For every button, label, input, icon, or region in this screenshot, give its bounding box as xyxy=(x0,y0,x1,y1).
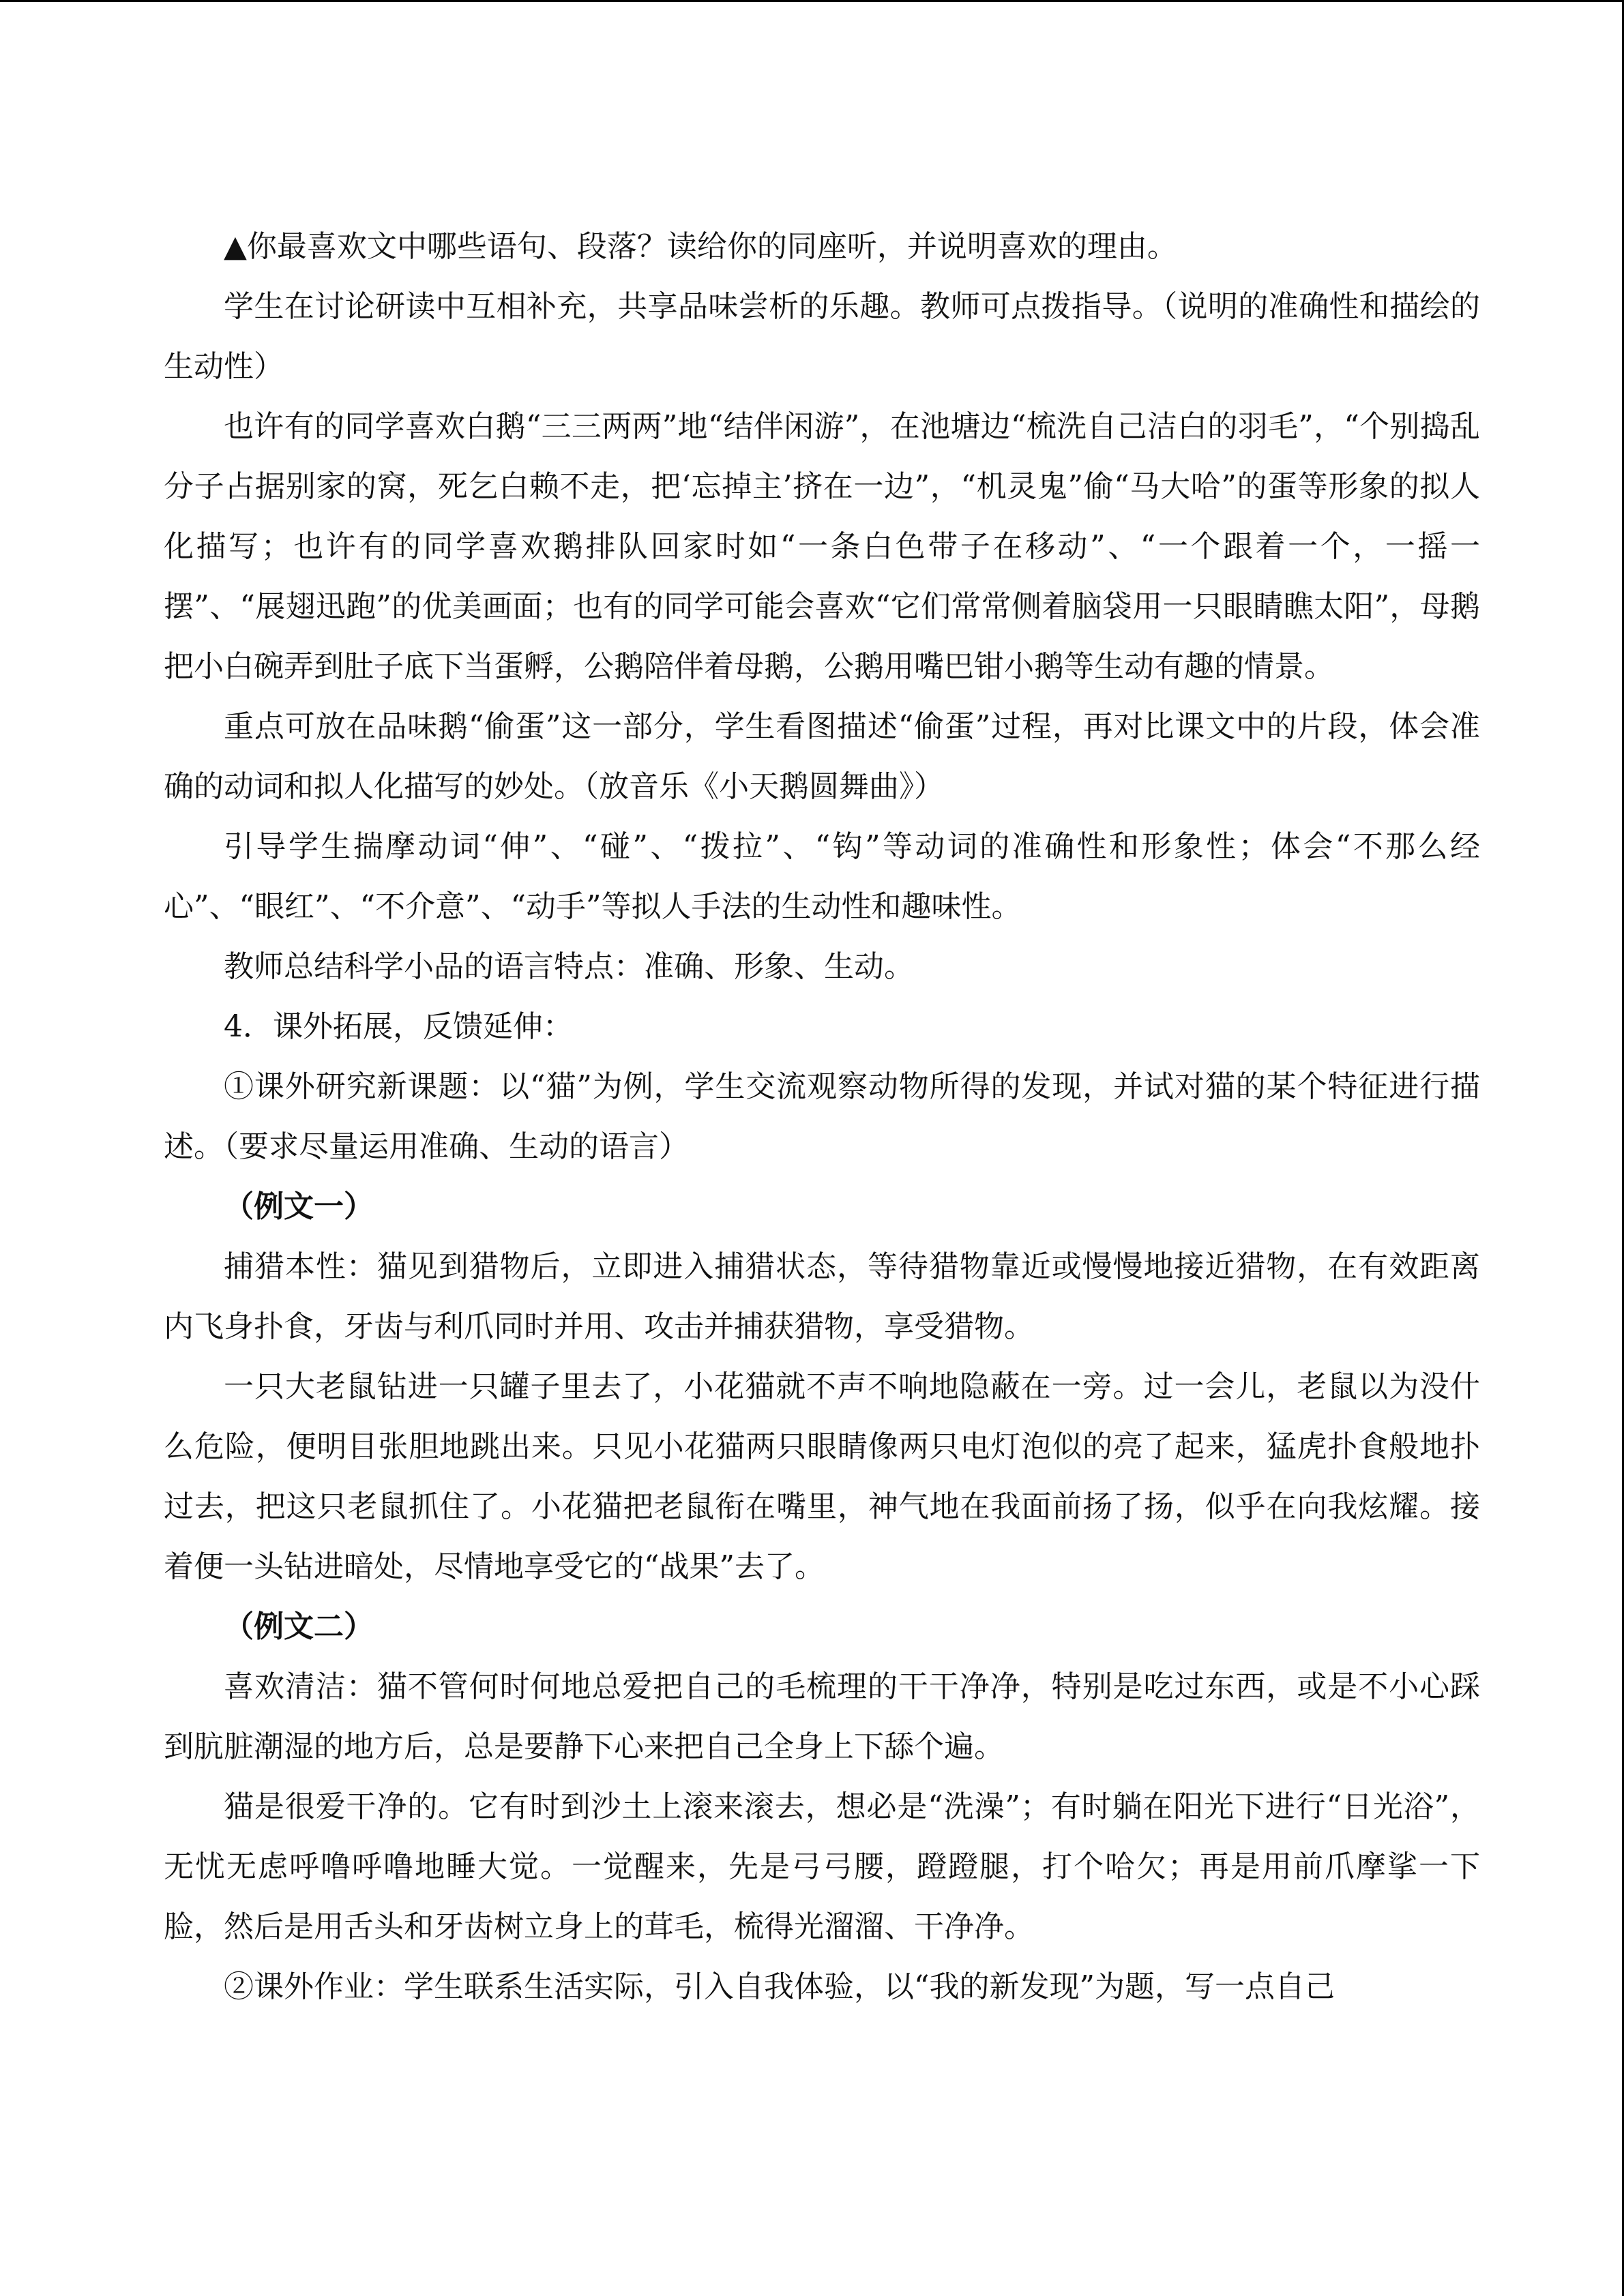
paragraph-hunting-nature: 捕猎本性：猫见到猎物后，立即进入捕猎状态，等待猎物靠近或慢慢地接近猎物，在有效距离内飞身扑食，牙齿与利爪同时并用、攻击并捕获猎物，享受猎物。 xyxy=(164,1249,1480,1344)
example-two-heading: （例文二） xyxy=(224,1609,374,1644)
paragraph-cat-grooming: 猫是很爱干净的。它有时到沙土上滚来滚去，想必是“洗澡”；有时躺在阳光下进行“日光浴”，无忧无虑呼噜呼噜地睡大觉。一觉醒来，先是弓弓腰，蹬蹬腿，打个哈欠；再是用前爪摩挲一下脸，然后是用舌头和牙齿树立身上的茸毛，梳得光溜溜、干净净。 xyxy=(164,1789,1480,1944)
paragraph-teacher-summary: 教师总结科学小品的语言特点：准确、形象、生动。 xyxy=(224,949,914,984)
document-body xyxy=(164,217,1480,2017)
paragraph-discussion: 学生在讨论研读中互相补充，共享品味尝析的乐趣。教师可点拨指导。（说明的准确性和描绘的生动性） xyxy=(164,289,1480,384)
paragraph-cat-catches-mouse: 一只大老鼠钻进一只罐子里去了，小花猫就不声不响地隐蔽在一旁。过一会儿，老鼠以为没什么危险，便明目张胆地跳出来。只见小花猫两只眼睛像两只电灯泡似的亮了起来，猛虎扑食般地扑过去，把这只老鼠抓住了。小花猫把老鼠衔在嘴里，神气地在我面前扬了扬，似乎在向我炫耀。接着便一头钻进暗处，尽情地享受它的“战果”去了。 xyxy=(164,1369,1480,1584)
page-top-border xyxy=(0,0,1624,2)
paragraph-question: ▲你最喜欢文中哪些语句、段落？读给你的同座听，并说明喜欢的理由。 xyxy=(224,229,1177,264)
section-heading-extension: 4．课外拓展，反馈延伸： xyxy=(224,1009,573,1044)
paragraph-goose-examples: 也许有的同学喜欢白鹅“三三两两”地“结伴闲游”，在池塘边“梳洗自己洁白的羽毛”，“个别捣乱分子占据别家的窝，死乞白赖不走，把‘忘掉主’挤在一边”，“机灵鬼”偷“马大哈”的蛋等形象的拟人化描写；也许有的同学喜欢鹅排队回家时如“一条白色带子在移动”、“一个跟着一个，一摇一摆”、“展翅迅跑”的优美画面；也有的同学可能会喜欢“它们常常侧着脑袋用一只眼睛瞧太阳”，母鹅把小白碗弄到肚子底下当蛋孵，公鹅陪伴着母鹅，公鹅用嘴巴钳小鹅等生动有趣的情景。 xyxy=(164,409,1480,684)
paragraph-homework: ②课外作业：学生联系生活实际，引入自我体验，以“我的新发现”为题，写一点自己 xyxy=(224,1969,1335,2004)
paragraph-egg-stealing-focus: 重点可放在品味鹅“偷蛋”这一部分，学生看图描述“偷蛋”过程，再对比课文中的片段，体会准确的动词和拟人化描写的妙处。（放音乐《小天鹅圆舞曲》） xyxy=(164,709,1480,804)
paragraph-new-topic: ①课外研究新课题：以“猫”为例，学生交流观察动物所得的发现，并试对猫的某个特征进行描述。（要求尽量运用准确、生动的语言） xyxy=(164,1069,1480,1164)
paragraph-verb-analysis: 引导学生揣摩动词“伸”、“碰”、“拨拉”、“钩”等动词的准确性和形象性；体会“不那么经心”、“眼红”、“不介意”、“动手”等拟人手法的生动性和趣味性。 xyxy=(164,829,1480,924)
example-one-heading: （例文一） xyxy=(224,1189,374,1224)
paragraph-cleanliness: 喜欢清洁：猫不管何时何地总爱把自己的毛梳理的干干净净，特别是吃过东西，或是不小心踩到肮脏潮湿的地方后，总是要静下心来把自己全身上下舔个遍。 xyxy=(164,1669,1480,1764)
